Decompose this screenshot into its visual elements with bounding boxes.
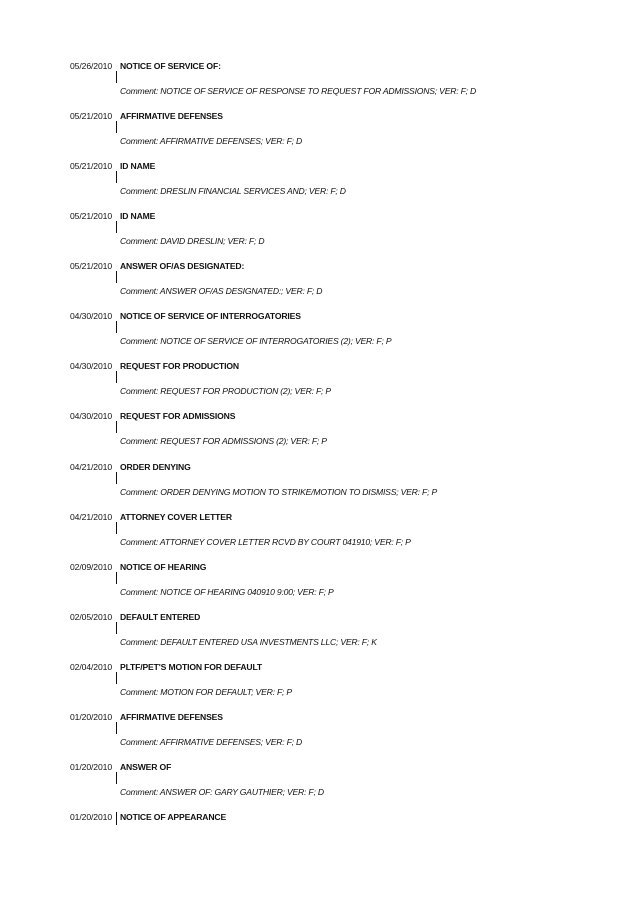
comment-label: Comment:: [120, 537, 159, 547]
entry-divider: [116, 672, 117, 684]
comment-label: Comment:: [120, 186, 159, 196]
entry-title: ID NAME: [120, 161, 156, 171]
entry-date: 04/21/2010: [70, 512, 113, 522]
entry-divider: [116, 421, 117, 433]
docket-entry: [0, 562, 638, 602]
comment-text: ANSWER OF/AS DESIGNATED:; VER: F; D: [159, 286, 323, 296]
comment-text: DEFAULT ENTERED USA INVESTMENTS LLC; VER: F; K: [160, 637, 377, 647]
entry-title: AFFIRMATIVE DEFENSES: [120, 712, 223, 722]
entry-divider: [116, 472, 117, 484]
docket-entry: [0, 612, 638, 652]
comment-label: Comment:: [120, 336, 159, 346]
comment-text: NOTICE OF SERVICE OF INTERROGATORIES (2); VER: F; P: [160, 336, 392, 346]
entry-divider: [116, 622, 117, 634]
entry-date: 04/30/2010: [70, 411, 113, 421]
entry-date: 01/20/2010: [70, 812, 113, 822]
docket-entry: [0, 411, 638, 451]
docket-entry: [0, 111, 638, 151]
comment-label: Comment:: [120, 787, 159, 797]
comment-text: ATTORNEY COVER LETTER RCVD BY COURT 041910; VER: F; P: [159, 537, 411, 547]
entry-divider: [116, 321, 117, 333]
comment-label: Comment:: [120, 136, 159, 146]
entry-comment: [120, 236, 264, 246]
docket-entry: [0, 762, 638, 802]
docket-entry: [0, 462, 638, 502]
comment-text: DRESLIN FINANCIAL SERVICES AND; VER: F; D: [160, 186, 346, 196]
entry-comment: [120, 136, 302, 146]
entry-divider: [116, 522, 117, 534]
entry-date: 05/21/2010: [70, 261, 113, 271]
entry-title: NOTICE OF SERVICE OF:: [120, 61, 221, 71]
comment-text: DAVID DRESLIN; VER: F; D: [160, 236, 265, 246]
entry-date: 02/05/2010: [70, 612, 113, 622]
comment-label: Comment:: [120, 436, 159, 446]
entry-title: DEFAULT ENTERED: [120, 612, 201, 622]
docket-entry: [0, 61, 638, 101]
docket-entry: [0, 211, 638, 251]
entry-comment: [120, 637, 377, 647]
entry-title: ATTORNEY COVER LETTER: [120, 512, 232, 522]
comment-label: Comment:: [120, 587, 159, 597]
comment-label: Comment:: [120, 286, 159, 296]
entry-divider: [116, 171, 117, 183]
comment-text: MOTION FOR DEFAULT; VER: F; P: [160, 687, 292, 697]
docket-entry: [0, 311, 638, 351]
entry-date: 02/04/2010: [70, 662, 113, 672]
docket-entry: [0, 662, 638, 702]
entry-date: 04/21/2010: [70, 462, 113, 472]
docket-entry: [0, 361, 638, 401]
entry-date: 05/26/2010: [70, 61, 113, 71]
entry-comment: [120, 787, 324, 797]
entry-title: ORDER DENYING: [120, 462, 191, 472]
entry-divider: [116, 572, 117, 584]
entry-comment: [120, 687, 292, 697]
entry-divider: [116, 371, 117, 383]
entry-title: NOTICE OF HEARING: [120, 562, 207, 572]
entry-divider: [116, 722, 117, 734]
entry-date: 04/30/2010: [70, 311, 113, 321]
entry-title: PLTF/PET'S MOTION FOR DEFAULT: [120, 662, 263, 672]
comment-label: Comment:: [120, 687, 159, 697]
entry-comment: [120, 436, 327, 446]
entry-date: 05/21/2010: [70, 161, 113, 171]
comment-text: AFFIRMATIVE DEFENSES; VER: F; D: [159, 737, 303, 747]
comment-text: ORDER DENYING MOTION TO STRIKE/MOTION TO DISMISS; VER: F; P: [160, 487, 438, 497]
entry-divider: [116, 121, 117, 133]
comment-text: ANSWER OF: GARY GAUTHIER; VER: F; D: [159, 787, 324, 797]
entry-comment: [120, 737, 302, 747]
docket-entry: [0, 261, 638, 301]
entry-title: NOTICE OF APPEARANCE: [120, 812, 227, 822]
entry-title: NOTICE OF SERVICE OF INTERROGATORIES: [120, 311, 301, 321]
entry-title: REQUEST FOR ADMISSIONS: [120, 411, 236, 421]
entry-divider: [116, 271, 117, 283]
entry-comment: [120, 86, 476, 96]
entry-title: ID NAME: [120, 211, 156, 221]
comment-label: Comment:: [120, 86, 159, 96]
docket-entry: [0, 161, 638, 201]
entry-divider: [116, 772, 117, 784]
entry-date: 02/09/2010: [70, 562, 113, 572]
entry-comment: [120, 286, 322, 296]
entry-date: 01/20/2010: [70, 762, 113, 772]
entry-date: 01/20/2010: [70, 712, 113, 722]
docket-entry: [0, 712, 638, 752]
entry-date: 05/21/2010: [70, 111, 113, 121]
entry-divider: [116, 221, 117, 233]
entry-date: 05/21/2010: [70, 211, 113, 221]
comment-text: NOTICE OF SERVICE OF RESPONSE TO REQUEST FOR ADMISSIONS; VER: F; D: [160, 86, 477, 96]
entry-title: AFFIRMATIVE DEFENSES: [120, 111, 223, 121]
entry-comment: [120, 537, 411, 547]
comment-label: Comment:: [120, 236, 159, 246]
entry-divider: [116, 812, 117, 825]
entry-comment: [120, 186, 346, 196]
comment-text: REQUEST FOR ADMISSIONS (2); VER: F; P: [160, 436, 327, 446]
comment-label: Comment:: [120, 637, 159, 647]
comment-label: Comment:: [120, 386, 159, 396]
entry-comment: [120, 386, 331, 396]
entry-title: REQUEST FOR PRODUCTION: [120, 361, 239, 371]
entry-comment: [120, 587, 334, 597]
comment-text: AFFIRMATIVE DEFENSES; VER: F; D: [159, 136, 303, 146]
comment-text: REQUEST FOR PRODUCTION (2); VER: F; P: [160, 386, 331, 396]
comment-label: Comment:: [120, 737, 159, 747]
entry-date: 04/30/2010: [70, 361, 113, 371]
entry-title: ANSWER OF/AS DESIGNATED:: [120, 261, 245, 271]
entry-comment: [120, 336, 391, 346]
entry-comment: [120, 487, 437, 497]
docket-entry: [0, 812, 638, 852]
entry-title: ANSWER OF: [120, 762, 172, 772]
comment-label: Comment:: [120, 487, 159, 497]
docket-entry: [0, 512, 638, 552]
entry-divider: [116, 71, 117, 83]
comment-text: NOTICE OF HEARING 040910 9:00; VER: F; P: [160, 587, 334, 597]
